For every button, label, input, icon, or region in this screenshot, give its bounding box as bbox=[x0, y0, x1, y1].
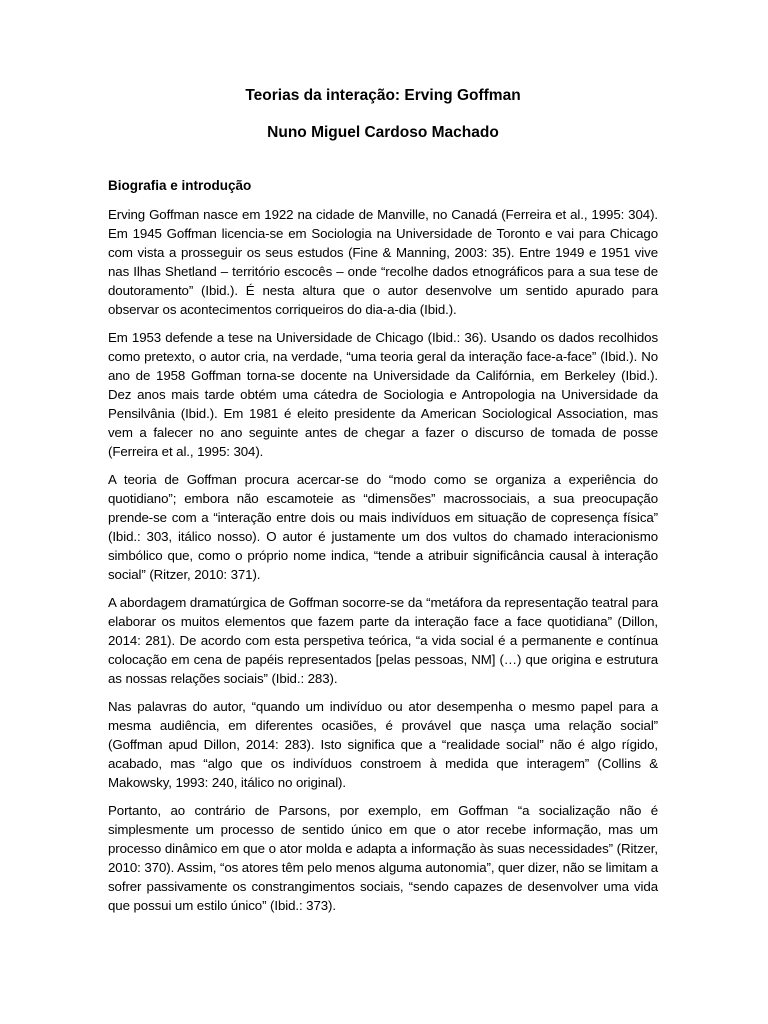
paragraph-6: Portanto, ao contrário de Parsons, por exemplo, em Goffman “a socialização não é simplesmente um processo de sentido único em que o ator recebe informação, mas um processo dinâmico em que o ator molda e adapta a informação às suas necessidades” (Ritzer, 2010: 370). Assim, “os atores têm pelo menos alguma autonomia”, quer dizer, não se limitam a sofrer passivamente os constrangimentos sociais, “sendo capazes de desenvolver uma vida que possui um estilo único” (Ibid.: 373). bbox=[108, 803, 658, 913]
document-page bbox=[108, 86, 658, 924]
paragraph-3: A teoria de Goffman procura acercar-se do “modo como se organiza a experiência do quotidiano”; embora não escamoteie as “dimensões” macrossociais, a sua preocupação prende-se com a “interação entre dois ou mais indivíduos em situação de copresença física” (Ibid.: 303, itálico nosso). O autor é justamente um dos vultos do chamado interacionismo simbólico que, como o próprio nome indica, “tende a atribuir significância causal à interação social” (Ritzer, 2010: 371). bbox=[108, 472, 658, 582]
section-heading: Biografia e introdução bbox=[108, 178, 252, 193]
author-name: Nuno Miguel Cardoso Machado bbox=[267, 124, 499, 141]
paragraph-2: Em 1953 defende a tese na Universidade de Chicago (Ibid.: 36). Usando os dados recolhidos como pretexto, o autor cria, na verdade, “uma teoria geral da interação face-a-face” (Ibid.). No ano de 1958 Goffman torna-se docente na Universidade da Califórnia, em Berkeley (Ibid.). Dez anos mais tarde obtém uma cátedra de Sociologia e Antropologia na Universidade da Pensilvânia (Ibid.). Em 1981 é eleito presidente da American Sociological Association, mas vem a falecer no ano seguinte antes de chegar a fazer o discurso de tomada de posse (Ferreira et al., 1995: 304). bbox=[108, 330, 658, 459]
paragraph-4: A abordagem dramatúrgica de Goffman socorre-se da “metáfora da representação teatral para elaborar os muitos elementos que fazem parte da interação face a face quotidiana” (Dillon, 2014: 281). De acordo com esta perspetiva teórica, “a vida social é a permanente e contínua colocação em cena de papéis representados [pelas pessoas, NM] (…) que origina e estrutura as nossas relações sociais” (Ibid.: 283). bbox=[108, 595, 658, 686]
paragraph-1: Erving Goffman nasce em 1922 na cidade de Manville, no Canadá (Ferreira et al., 1995: 304). Em 1945 Goffman licencia-se em Sociologia na Universidade de Toronto e vai para Chicago com vista a prosseguir os seus estudos (Fine & Manning, 2003: 35). Entre 1949 e 1951 vive nas Ilhas Shetland – território escocês – onde “recolhe dados etnográficos para a sua tese de doutoramento” (Ibid.). É nesta altura que o autor desenvolve um sentido apurado para observar os acontecimentos corriqueiros do dia-a-dia (Ibid.). bbox=[108, 207, 658, 317]
paragraph-5: Nas palavras do autor, “quando um indivíduo ou ator desempenha o mesmo papel para a mesma audiência, em diferentes ocasiões, é provável que nasça uma relação social” (Goffman apud Dillon, 2014: 283). Isto significa que a “realidade social” não é algo rígido, acabado, mas “algo que os indivíduos constroem à medida que interagem” (Collins & Makowsky, 1993: 240, itálico no original). bbox=[108, 699, 658, 790]
document-title: Teorias da interação: Erving Goffman bbox=[245, 87, 521, 104]
